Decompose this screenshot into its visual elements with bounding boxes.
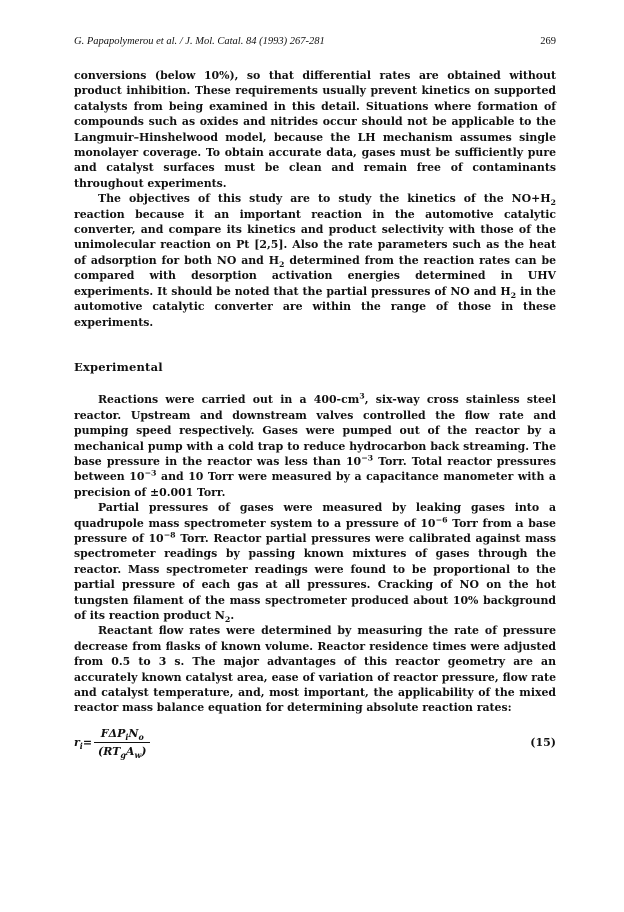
equation-15	[74, 726, 556, 760]
running-header	[74, 36, 556, 54]
paragraph-objectives: The objectives of this study are to study the kinetics of the $NO+H_2$ reaction because it an important reaction in the automotive catalytic converter, and compare its kinetics and product selectivity with those of the unimolecular reaction on Pt [2,5]. Also the rate parameters such as the heat of adsorption for both NO and $H_2$ determined from the reaction rates can be compared with desorption activation energies determined in UHV experiments. It should be noted that the partial pressures of NO and $H_2$ in the automotive catalytic converter are within the range of those in these experiments.	[74, 192, 556, 329]
article-body	[74, 68, 556, 760]
paragraph-flow-rates: Reactant flow rates were determined by measuring the rate of pressure decrease from flasks of known volume. Reactor residence times were adjusted from 0.5 to 3 s. The major advantages of this reactor geometry are an accurately known catalyst area, ease of variation of reactor pressure, flow rate and catalyst temperature, and, most important, the applicability of the mixed reactor mass balance equation for determining absolute reaction rates:	[74, 624, 556, 715]
equation-fraction	[94, 726, 150, 760]
section-heading-experimental: Experimental	[74, 359, 163, 374]
paragraph-continued: conversions (below 10%), so that differential rates are obtained without product inhibition. These requirements usually prevent kinetics on supported catalysts from being examined in this detail. Situations where formation of compounds such as oxides and nitrides occur should not be applicable to the Langmuir–Hinshelwood model, because the LH mechanism assumes single monolayer coverage. To obtain accurate data, gases must be sufficiently pure and catalyst surfaces must be clean and remain free of contaminants throughout experiments.	[74, 69, 556, 190]
running-title: G. Papapolymerou et al. / J. Mol. Catal. 84 (1993) 267-281	[74, 36, 325, 47]
page-number: 269	[540, 36, 556, 47]
equation-denominator: $(RT_gA_w)$	[94, 742, 150, 759]
equation-number: (15)	[530, 736, 556, 750]
paragraph-partial-pressures: Partial pressures of gases were measured by leaking gases into a quadrupole mass spectrometer system to a pressure of $10^{-6}$ Torr from a base pressure of $10^{-8}$ Torr. Reactor partial pressures were calibrated against mass spectrometer readings by passing known mixtures of gases through the reactor. Mass spectrometer readings were found to be proportional to the partial pressure of each gas at all pressures. Cracking of NO on the hot tungsten filament of the mass spectrometer produced about 10% background of its reaction product $N_2$.	[74, 501, 556, 625]
equation-numerator: $F\Delta P_iN_o$	[100, 726, 144, 743]
paragraph-reactor: Reactions were carried out in a $400-cm^3$, six-way cross stainless steel reactor. Upstream and downstream valves controlled the flow rate and pumping speed respectively. Gases were pumped out of the reactor by a mechanical pump with a cold trap to reduce hydrocarbon back streaming. The base pressure in the reactor was less than $10^{-3}$ Torr. Total reactor pressures between $10^{-3}$ and 10 Torr were measured by a capacitance manometer with a precision of ±0.001 Torr.	[74, 391, 556, 499]
journal-page	[74, 36, 556, 760]
equation-lhs: $r_i=$	[74, 736, 93, 752]
